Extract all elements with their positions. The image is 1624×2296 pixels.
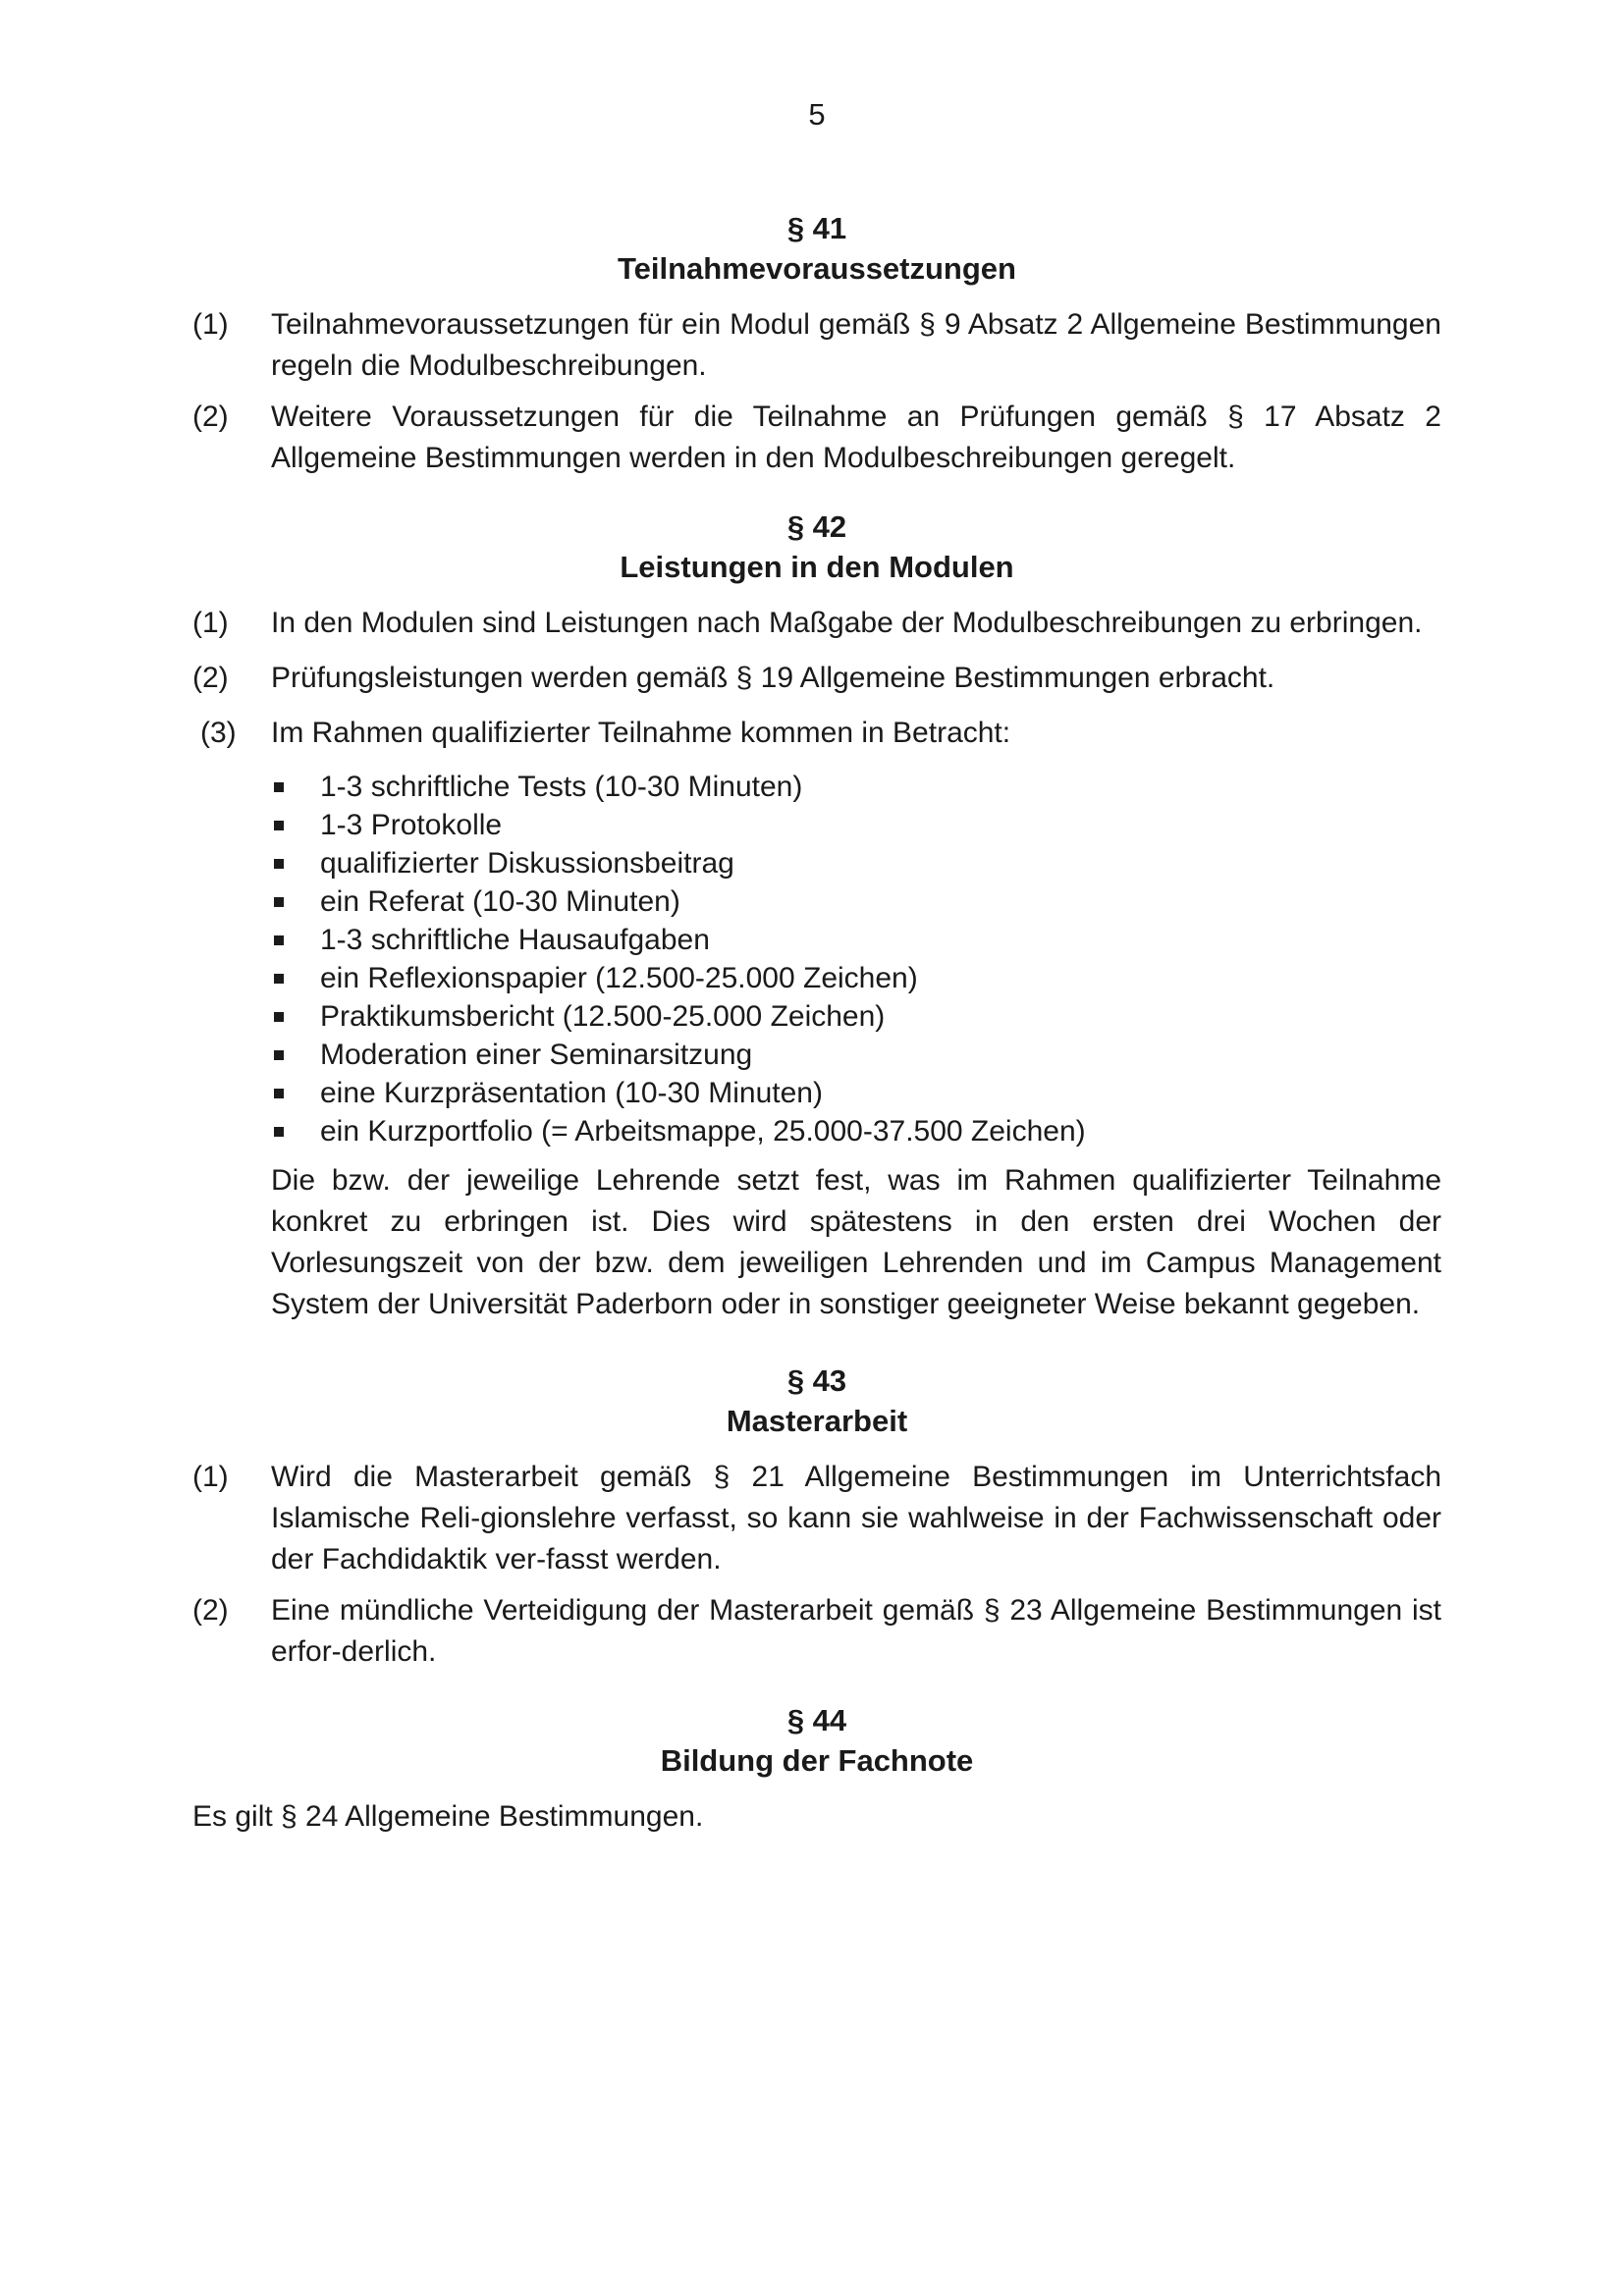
- section-number: § 44: [786, 1703, 847, 1737]
- bullet-square-icon: [274, 782, 284, 792]
- section-title: Teilnahmevoraussetzungen: [618, 251, 1016, 286]
- bullet-square-icon: [274, 1127, 284, 1137]
- paragraph-number: (2): [192, 662, 229, 694]
- paragraph-text: Prüfungsleistungen werden gemäß § 19 Allgemeine Bestimmungen erbracht.: [271, 662, 1275, 694]
- section-number: § 41: [786, 211, 847, 245]
- section-title: Bildung der Fachnote: [660, 1743, 974, 1778]
- list-item: qualifizierter Diskussionsbeitrag: [271, 844, 1441, 882]
- paragraph-text: Teilnahmevoraussetzungen für ein Modul gemäß § 9 Absatz 2 Allgemeine Bestimmungen regeln die Modulbeschreibungen.: [271, 308, 1441, 382]
- bullet-square-icon: [274, 1012, 284, 1022]
- list-item: ein Kurzportfolio (= Arbeitsmappe, 25.000-37.500 Zeichen): [271, 1112, 1441, 1150]
- list-item: eine Kurzpräsentation (10-30 Minuten): [271, 1074, 1441, 1112]
- bullet-square-icon: [274, 974, 284, 984]
- list-item: ein Referat (10-30 Minuten): [271, 882, 1441, 921]
- section-title: Leistungen in den Modulen: [620, 550, 1014, 584]
- paragraph-number: (2): [192, 1594, 229, 1627]
- section-42-closing-paragraph: Die bzw. der jeweilige Lehrende setzt fest, was im Rahmen qualifizierter Teilnahme konkret zu erbringen ist. Dies wird spätestens in den ersten drei Wochen der Vorlesungszeit von der bzw. dem jeweiligen Lehrenden und im Campus Management System der Universität Paderborn oder in sonstiger geeigneter Weise bekannt gegeben.: [271, 1164, 1441, 1320]
- paragraph-text: Eine mündliche Verteidigung der Masterarbeit gemäß § 23 Allgemeine Bestimmungen ist erfor-derlich.: [271, 1594, 1441, 1668]
- section-number: § 42: [786, 509, 847, 544]
- paragraph-number: (2): [192, 400, 229, 433]
- bullet-square-icon: [274, 859, 284, 869]
- bullet-square-icon: [274, 821, 284, 830]
- bullet-square-icon: [274, 1089, 284, 1098]
- section-41-paragraph-1: [192, 304, 1441, 387]
- section-41-heading: [192, 208, 1441, 289]
- paragraph-text: Weitere Voraussetzungen für die Teilnahme an Prüfungen gemäß § 17 Absatz 2 Allgemeine Bestimmungen werden in den Modulbeschreibungen geregelt.: [271, 400, 1441, 474]
- section-title: Masterarbeit: [726, 1404, 908, 1438]
- section-44-heading: [192, 1700, 1441, 1781]
- list-item: 1-3 schriftliche Tests (10-30 Minuten): [271, 768, 1441, 806]
- section-42-paragraph-2: [192, 658, 1441, 699]
- section-42-paragraph-1: [192, 603, 1441, 644]
- section-44-text: Es gilt § 24 Allgemeine Bestimmungen.: [192, 1800, 704, 1833]
- paragraph-text: Wird die Masterarbeit gemäß § 21 Allgemeine Bestimmungen im Unterrichtsfach Islamische Reli-gionslehre verfasst, so kann sie wahlweise in der Fachwissenschaft oder der Fachdidaktik ver-fasst werden.: [271, 1461, 1441, 1575]
- bullet-square-icon: [274, 897, 284, 907]
- paragraph-text: Im Rahmen qualifizierter Teilnahme kommen in Betracht:: [271, 717, 1011, 749]
- section-43-paragraph-2: [192, 1590, 1441, 1673]
- section-43-paragraph-1: [192, 1457, 1441, 1580]
- paragraph-number: (1): [192, 607, 229, 639]
- qualified-participation-list: [271, 768, 1441, 1150]
- list-item: Praktikumsbericht (12.500-25.000 Zeichen): [271, 997, 1441, 1036]
- section-42-heading: [192, 507, 1441, 587]
- list-item: Moderation einer Seminarsitzung: [271, 1036, 1441, 1074]
- page-number: 5: [808, 97, 826, 132]
- list-item: ein Reflexionspapier (12.500-25.000 Zeichen): [271, 959, 1441, 997]
- paragraph-number: (3): [200, 717, 237, 749]
- section-43-heading: [192, 1361, 1441, 1441]
- section-41-paragraph-2: [192, 397, 1441, 479]
- paragraph-number: (1): [192, 308, 229, 341]
- section-number: § 43: [786, 1363, 847, 1398]
- bullet-square-icon: [274, 935, 284, 945]
- list-item: 1-3 Protokolle: [271, 806, 1441, 844]
- bullet-square-icon: [274, 1050, 284, 1060]
- paragraph-text: In den Modulen sind Leistungen nach Maßgabe der Modulbeschreibungen zu erbringen.: [271, 607, 1423, 639]
- paragraph-number: (1): [192, 1461, 229, 1493]
- section-42-paragraph-3: [192, 713, 1441, 754]
- list-item: 1-3 schriftliche Hausaufgaben: [271, 921, 1441, 959]
